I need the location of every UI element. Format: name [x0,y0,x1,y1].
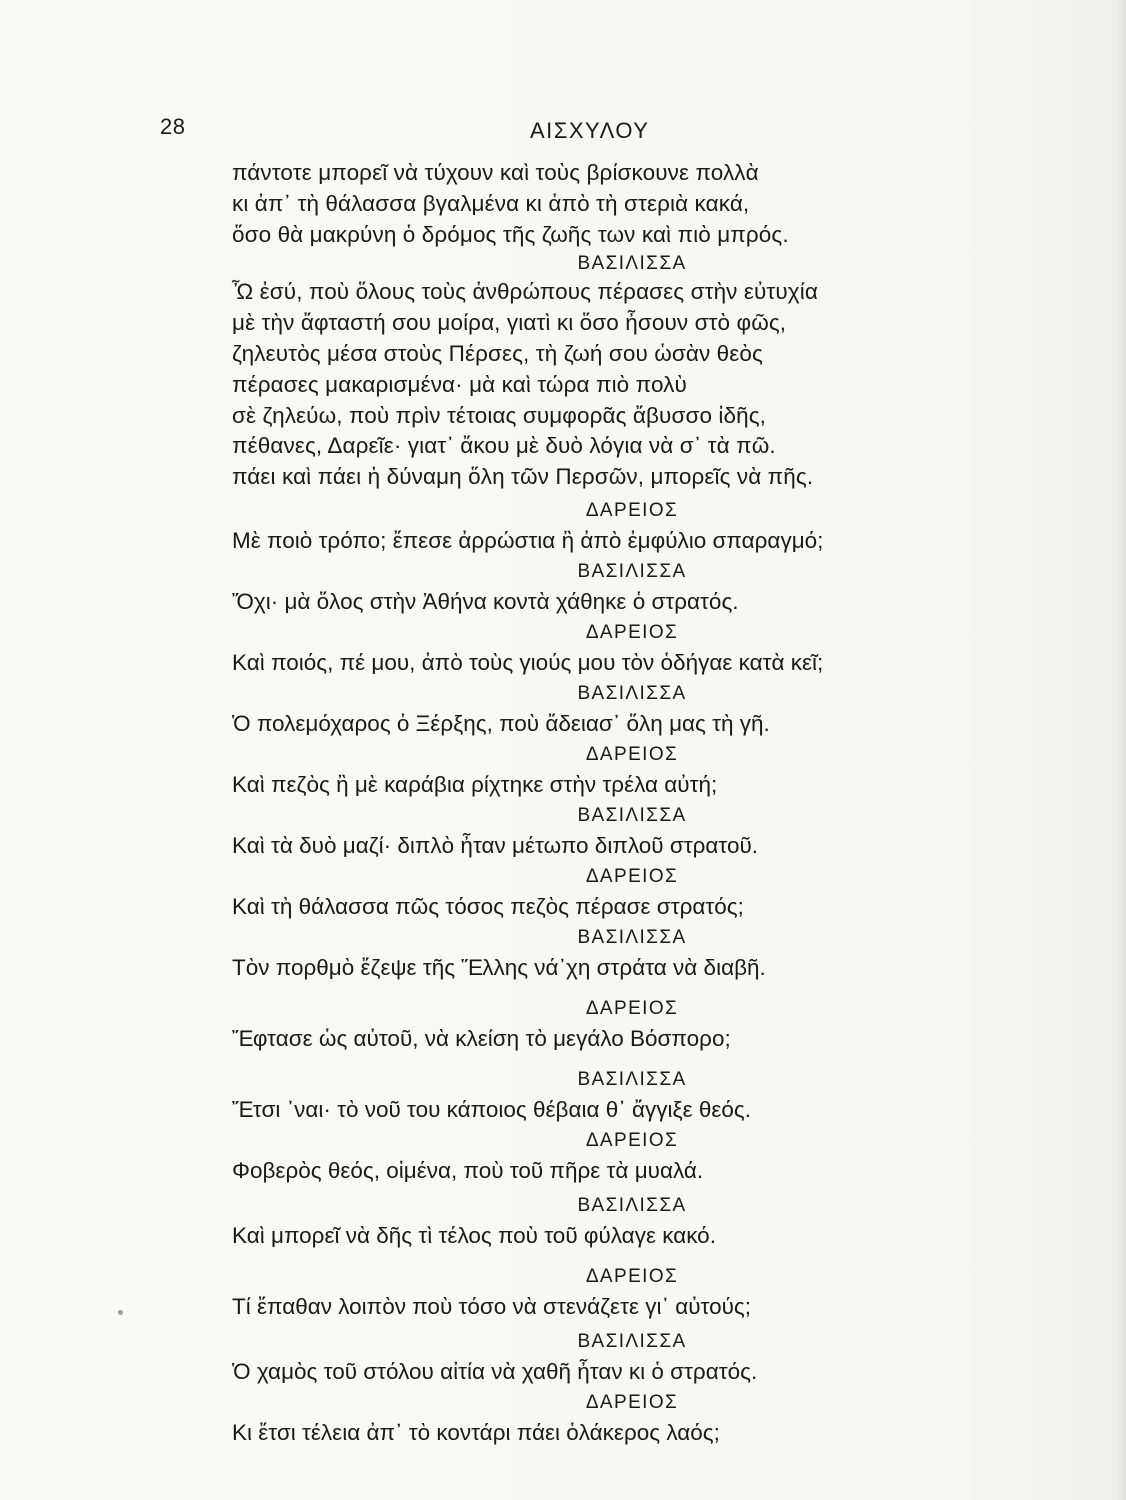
dialogue-line: Μὲ ποιὸ τρόπο; ἔπεσε ἀρρώστια ἢ ἀπὸ ἐμφύλιο σπαραγμό; [232,527,824,553]
verse-text [232,158,1032,1450]
dialogue-line: Ὁ χαμὸς τοῦ στόλου αἰτία νὰ χαθῆ ἦταν κι ὁ στρατός. [232,1358,758,1384]
dialogue-line: Ἔφτασε ὡς αὐτοῦ, νὰ κλείση τὸ μεγάλο Βόσπορο; [232,1025,731,1051]
dialogue-line: Καὶ ποιός, πέ μου, ἀπὸ τοὺς γιούς μου τὸν ὁδήγαε κατὰ κεῖ; [232,649,824,675]
speaker-label: ΒΑΣΙΛΙΣΣΑ [577,1330,687,1352]
running-head: ΑΙΣΧΥΛΟΥ [530,118,650,143]
verse-line: πέρασες μακαρισμένα· μὰ καὶ τώρα πιὸ πολὺ [232,371,687,397]
speaker-label: ΔΑΡΕΙΟΣ [585,621,679,643]
verse-line: μὲ τὴν ἄφταστή σου μοίρα, γιατὶ κι ὅσο ἦσουν στὸ φῶς, [232,310,787,336]
speaker-label: ΔΑΡΕΙΟΣ [585,1129,679,1151]
verse-line: ὅσο θὰ μακρύνη ὁ δρόμος τῆς ζωῆς των καὶ πιὸ μπρός. [232,221,789,247]
speaker-label: ΔΑΡΕΙΟΣ [585,743,679,765]
dialogue-line: Τί ἔπαθαν λοιπὸν ποὺ τόσο νὰ στενάζετε γι᾽ αὐτούς; [232,1293,752,1319]
dialogue-line: Καὶ μπορεῖ νὰ δῆς τὶ τέλος ποὺ τοῦ φύλαγε κακό. [232,1222,716,1248]
dialogue-line: Καὶ πεζὸς ἢ μὲ καράβια ρίχτηκε στὴν τρέλα αὐτή; [232,771,718,797]
verse-line: πάει καὶ πάει ἡ δύναμη ὅλη τῶν Περσῶν, μπορεῖς νὰ πῆς. [232,464,814,490]
speaker-label: ΒΑΣΙΛΙΣΣΑ [577,804,687,826]
dialogue-line: Ἔτσι ᾽ναι· τὸ νοῦ του κάποιος θέβαια θ᾽ ἄγγιξε θεός. [232,1096,752,1122]
page-edge-shadow [1116,0,1126,1500]
dialogue-line: Φοβερὸς θεός, οἱμένα, ποὺ τοῦ πῆρε τὰ μυαλά. [232,1157,704,1183]
speaker-label: ΒΑΣΙΛΙΣΣΑ [577,926,687,948]
dialogue-line: Καὶ τὴ θάλασσα πῶς τόσος πεζὸς πέρασε στρατός; [232,893,744,919]
verse-line: σὲ ζηλεύω, ποὺ πρὶν τέτοιας συμφορᾶς ἄβυσσο ἰδῆς, [232,402,767,428]
speaker-label: ΔΑΡΕΙΟΣ [585,499,679,521]
dialogue-line: Κι ἔτσι τέλεια ἀπ᾽ τὸ κοντάρι πάει ὁλάκερος λαός; [232,1419,720,1445]
speaker-label: ΔΑΡΕΙΟΣ [585,997,679,1019]
dialogue-line: Ὄχι· μὰ ὅλος στὴν Ἀθήνα κοντὰ χάθηκε ὁ στρατός. [232,588,739,614]
speaker-label: ΒΑΣΙΛΙΣΣΑ [577,1194,687,1216]
speaker-label: ΔΑΡΕΙΟΣ [585,1265,679,1287]
speaker-label: ΒΑΣΙΛΙΣΣΑ [577,1068,687,1090]
speaker-label: ΔΑΡΕΙΟΣ [585,1391,679,1413]
dialogue-line: Ὁ πολεμόχαρος ὁ Ξέρξης, ποὺ ἄδειασ᾽ ὅλη μας τὴ γῆ. [232,710,770,736]
verse-line: ζηλευτὸς μέσα στοὺς Πέρσες, τὴ ζωή σου ὡσὰν θεὸς [232,340,763,366]
speaker-label: ΔΑΡΕΙΟΣ [585,865,679,887]
verse-line: πέθανες, Δαρεῖε· γιατ᾽ ἄκου μὲ δυὸ λόγια νὰ σ᾽ τὰ πῶ. [232,433,776,459]
speaker-label: ΒΑΣΙΛΙΣΣΑ [577,560,687,582]
paper-speck [118,1310,123,1315]
speaker-label: ΒΑΣΙΛΙΣΣΑ [577,253,687,275]
speaker-label: ΒΑΣΙΛΙΣΣΑ [577,682,687,704]
page-number: 28 [160,114,186,139]
verse-line: κι ἀπ᾽ τὴ θάλασσα βγαλμένα κι ἀπὸ τὴ στεριὰ κακά, [232,190,750,216]
dialogue-line: Τὸν πορθμὸ ἔζεψε τῆς Ἕλλης νά᾽χη στράτα νὰ διαβῆ. [232,954,766,980]
dialogue-line: Καὶ τὰ δυὸ μαζί· διπλὸ ἦταν μέτωπο διπλοῦ στρατοῦ. [232,832,759,858]
verse-line: Ὦ ἐσύ, ποὺ ὅλους τοὺς ἀνθρώπους πέρασες στὴν εὐτυχία [232,279,818,305]
verse-line: πάντοτε μπορεῖ νὰ τύχουν καὶ τοὺς βρίσκουνε πολλὰ [232,160,759,185]
